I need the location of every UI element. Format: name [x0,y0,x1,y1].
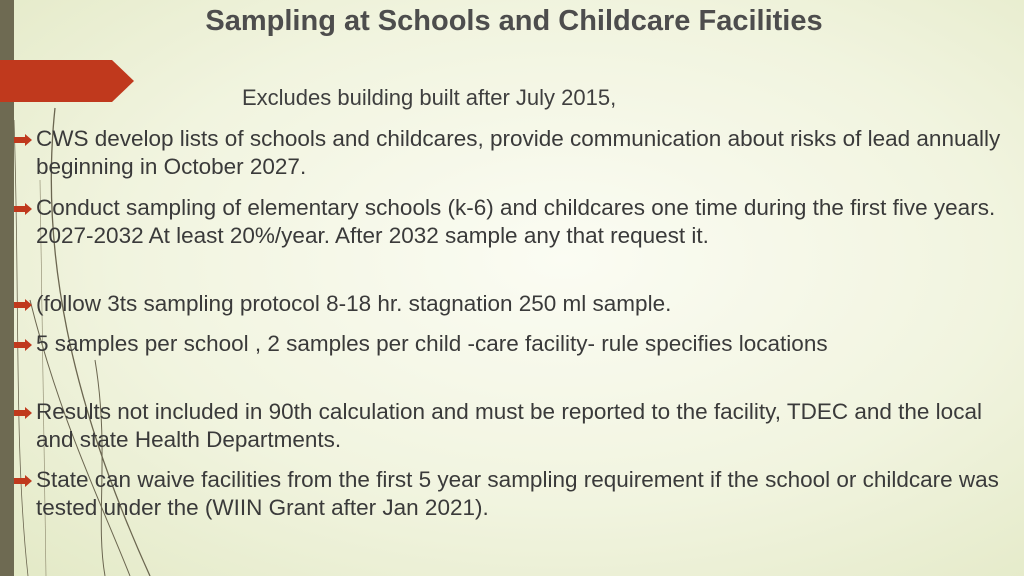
bullet-arrow-icon [14,407,32,419]
subtitle: Excludes building built after July 2015, [242,85,617,110]
bullet-text: State can waive facilities from the first 5 year sampling requirement if the school or childcare was tested under the (WIIN Grant after Jan 2021). [36,467,999,520]
bullet-arrow-icon [14,203,32,215]
bullet-text: 5 samples per school , 2 samples per child -care facility- rule specifies locations [36,331,828,356]
bullet-arrow-icon [14,475,32,487]
page-title: Sampling at Schools and Childcare Facilities [205,5,823,37]
accent-arrow-shape [0,60,134,102]
bullet-text: Results not included in 90th calculation and must be reported to the facility, TDEC and the local and state Health Departments. [36,399,982,452]
bullet-arrow-icon [14,299,32,311]
bullet-arrow-icon [14,134,32,146]
bullet-text: (follow 3ts sampling protocol 8-18 hr. stagnation 250 ml sample. [36,291,672,316]
bullet-text: Conduct sampling of elementary schools (k-6) and childcares one time during the first five years. 2027-2032 At least 20%/year. After 2032 sample any that request it. [36,195,996,248]
bullet-text: CWS develop lists of schools and childcares, provide communication about risks of lead annually beginning in October 2027. [36,126,1001,179]
bullet-arrow-icon [14,339,32,351]
